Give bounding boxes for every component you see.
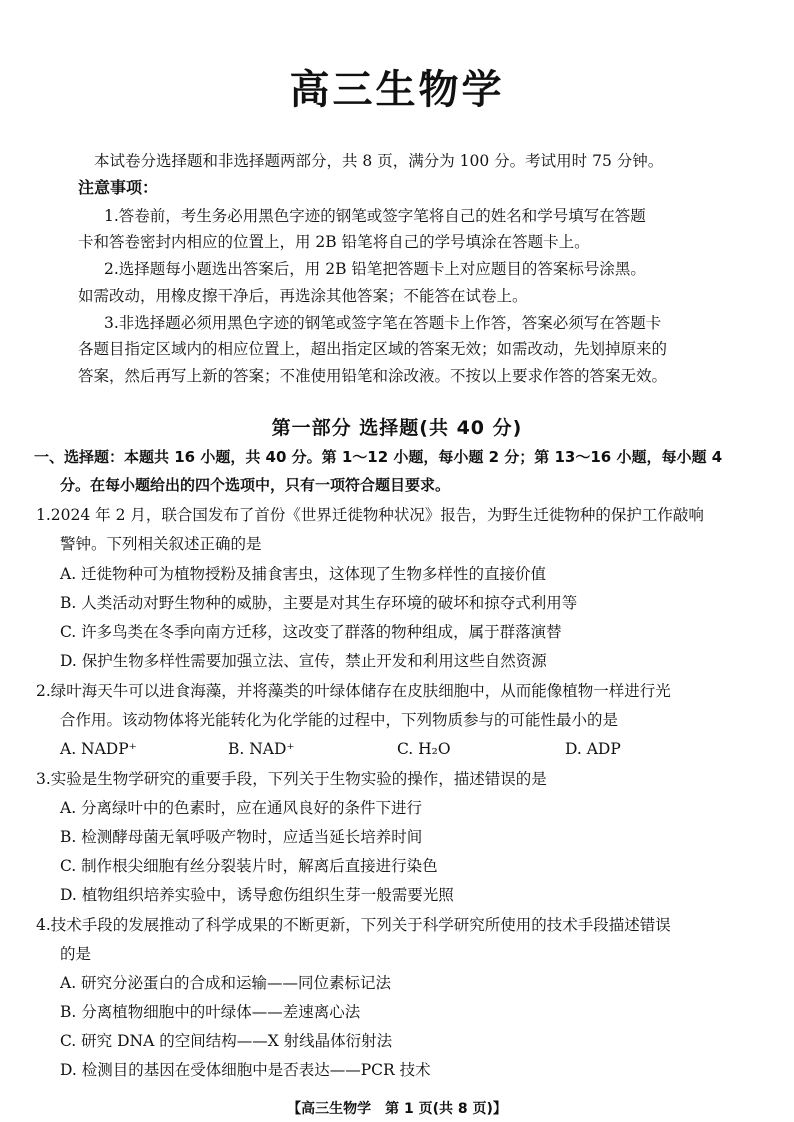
question-1-option-c: C. 许多鸟类在冬季向南方迁移，这改变了群落的物种组成，属于群落演替 — [60, 623, 562, 641]
question-2-stem-b: 合作用。该动物体将光能转化为化学能的过程中，下列物质参与的可能性最小的是 — [60, 711, 619, 729]
section-instructions-b: 分。在每小题给出的四个选项中，只有一项符合题目要求。 — [60, 476, 451, 494]
question-3-option-b: B. 检测酵母菌无氧呼吸产物时，应适当延长培养时间 — [60, 828, 423, 846]
note-3-line-c: 答案，然后再写上新的答案；不准使用铅笔和涂改液。不按以上要求作答的答案无效。 — [78, 367, 668, 385]
section-title: 第一部分 选择题(共 40 分) — [271, 417, 523, 439]
question-2-option-d: D. ADP — [565, 740, 621, 758]
question-3-option-c: C. 制作根尖细胞有丝分裂装片时，解离后直接进行染色 — [60, 857, 438, 875]
question-3-option-d: D. 植物组织培养实验中，诱导愈伤组织生芽一般需要光照 — [60, 886, 454, 904]
question-1-option-a: A. 迁徙物种可为植物授粉及捕食害虫，这体现了生物多样性的直接价值 — [60, 565, 547, 583]
question-3-stem: 3.实验是生物学研究的重要手段，下列关于生物实验的操作，描述错误的是 — [36, 770, 547, 788]
page-title: 高三生物学 — [289, 67, 505, 113]
question-4-option-b: B. 分离植物细胞中的叶绿体——差速离心法 — [60, 1003, 361, 1021]
notice-heading: 注意事项： — [78, 178, 159, 197]
note-1-line-a: 1.答卷前，考生务必用黑色字迹的钢笔或签字笔将自己的姓名和学号填写在答题 — [104, 207, 646, 225]
question-2-stem-a: 2.绿叶海天牛可以进食海藻，并将藻类的叶绿体储存在皮肤细胞中，从而能像植物一样进行光 — [36, 682, 671, 700]
question-1-stem-b: 警钟。下列相关叙述正确的是 — [60, 535, 262, 553]
question-1-option-b: B. 人类活动对野生物种的威胁，主要是对其生存环境的破坏和掠夺式利用等 — [60, 594, 578, 612]
note-3-line-a: 3.非选择题必须用黑色字迹的钢笔或签字笔在答题卡上作答，答案必须写在答题卡 — [104, 314, 662, 332]
question-2-option-c: C. H₂O — [397, 740, 451, 758]
question-4-option-a: A. 研究分泌蛋白的合成和运输——同位素标记法 — [60, 974, 392, 992]
question-1-stem-a: 1.2024 年 2 月，联合国发布了首份《世界迁徙物种状况》报告，为野生迁徙物种的保护工作敲响 — [36, 506, 704, 524]
page-footer: 【高三生物学 第 1 页(共 8 页)】 — [287, 1101, 507, 1117]
question-4-option-c: C. 研究 DNA 的空间结构——X 射线晶体衍射法 — [60, 1032, 393, 1050]
question-4-option-d: D. 检测目的基因在受体细胞中是否表达——PCR 技术 — [60, 1061, 431, 1079]
question-3-option-a: A. 分离绿叶中的色素时，应在通风良好的条件下进行 — [60, 799, 423, 817]
question-4-stem-a: 4.技术手段的发展推动了科学成果的不断更新，下列关于科学研究所使用的技术手段描述错误 — [36, 916, 671, 934]
question-4-stem-b: 的是 — [60, 945, 92, 963]
intro-line: 本试卷分选择题和非选择题两部分，共 8 页，满分为 100 分。考试用时 75 分钟。 — [94, 152, 664, 170]
note-2-line-a: 2.选择题每小题选出答案后，用 2B 铅笔把答题卡上对应题目的答案标号涂黑。 — [104, 260, 646, 278]
question-2-option-b: B. NAD⁺ — [228, 740, 295, 758]
section-instructions-a: 一、选择题：本题共 16 小题，共 40 分。第 1～12 小题，每小题 2 分；第 13～16 小题，每小题 4 — [34, 448, 723, 466]
note-1-line-b: 卡和答卷密封内相应的位置上，用 2B 铅笔将自己的学号填涂在答题卡上。 — [78, 233, 590, 251]
question-2-option-a: A. NADP⁺ — [60, 740, 137, 758]
note-3-line-b: 各题目指定区域内的相应位置上，超出指定区域的答案无效；如需改动，先划掉原来的 — [78, 340, 668, 358]
question-1-option-d: D. 保护生物多样性需要加强立法、宣传，禁止开发和利用这些自然资源 — [60, 652, 547, 670]
note-2-line-b: 如需改动，用橡皮擦干净后，再选涂其他答案；不能答在试卷上。 — [78, 287, 528, 305]
